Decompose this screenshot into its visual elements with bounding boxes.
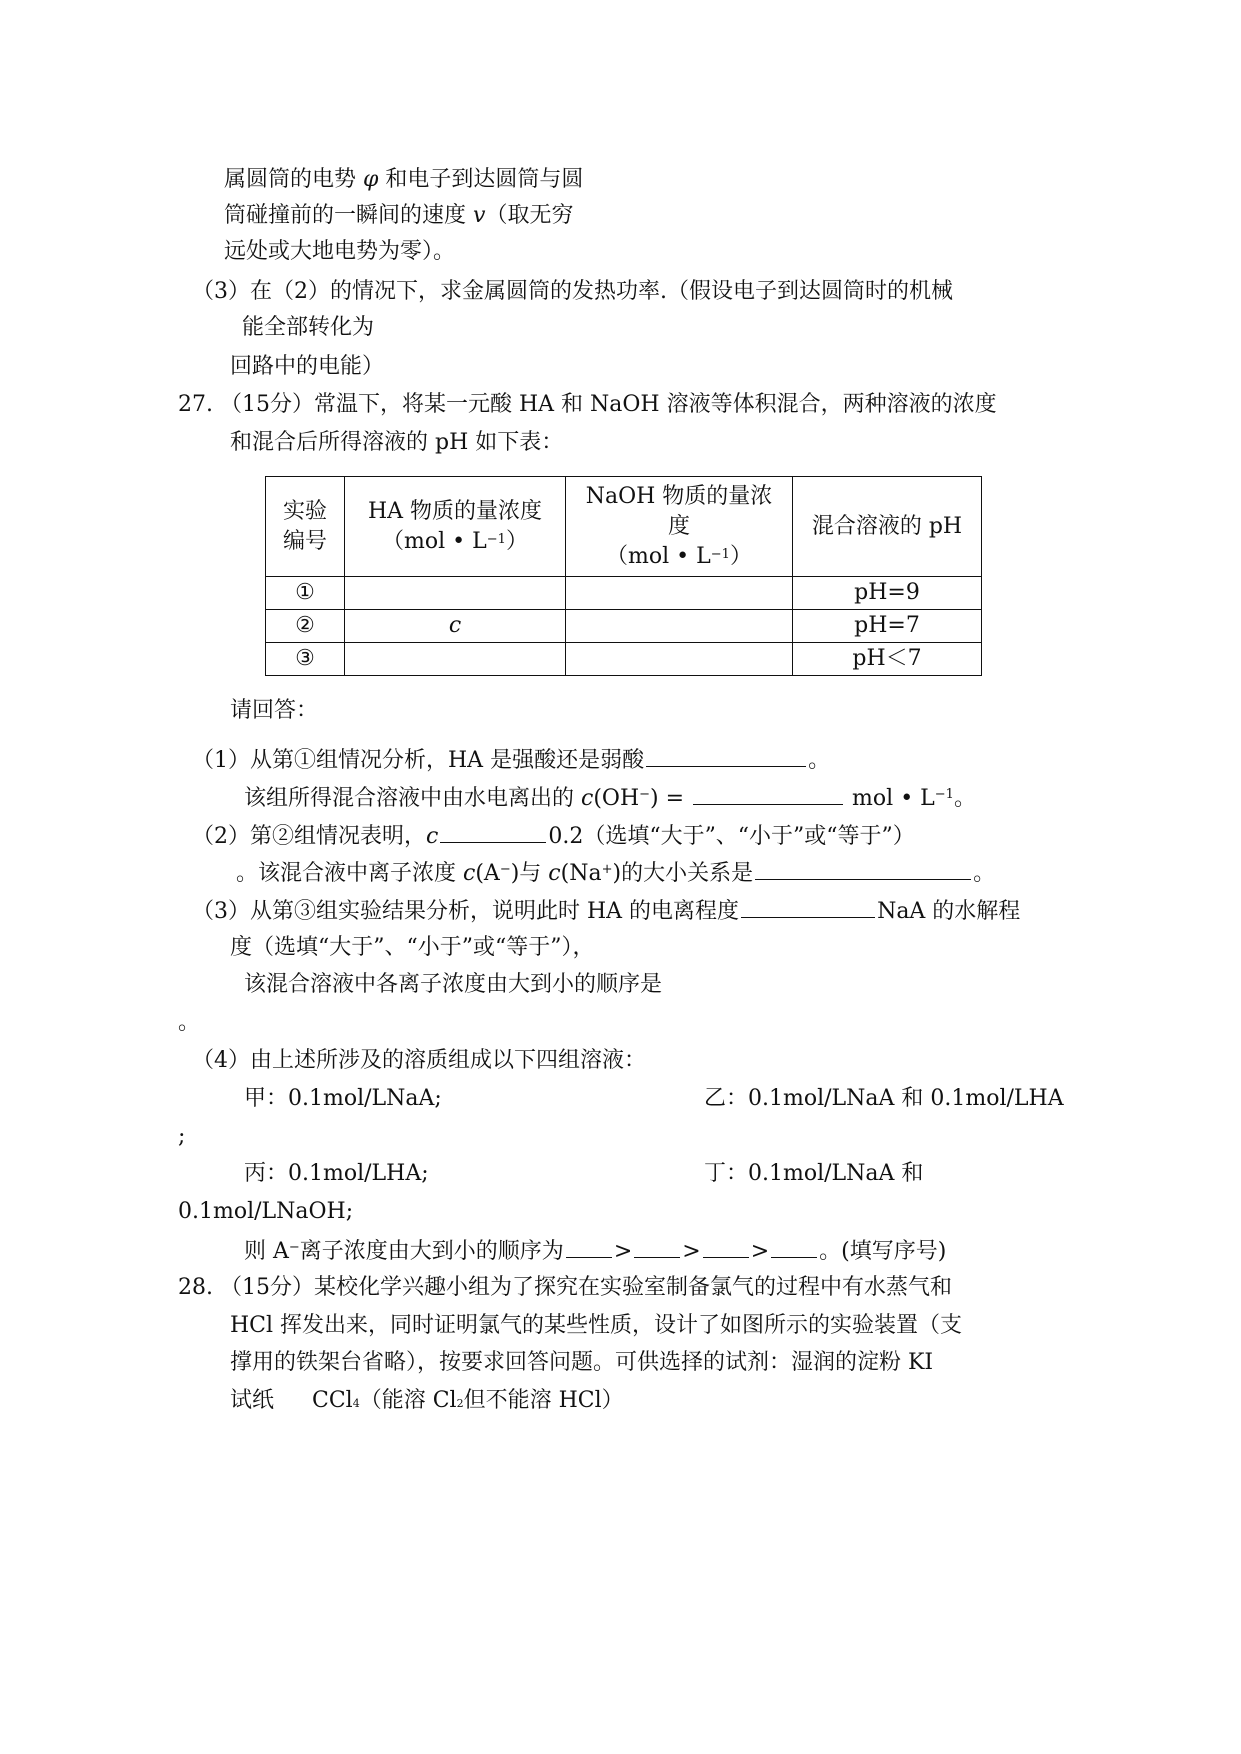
phi-symbol: φ (363, 167, 379, 192)
part-2-line: （2）第②组情况表明，c 0.2（选填“大于”、“小于”或“等于”） (192, 820, 915, 852)
part-4-order-line: 则 A−离子浓度由大到小的顺序为 > > > 。(填写序号) (244, 1235, 946, 1267)
solution-jia: 甲：0.1mol/LNaA; (244, 1086, 442, 1111)
answer-blank[interactable] (440, 820, 546, 843)
part-1-line: （1）从第①组情况分析，HA 是强酸还是弱酸 。 (192, 744, 830, 776)
part-4-line: （4）由上述所涉及的溶质组成以下四组溶液： (192, 1048, 646, 1073)
table-header-row (266, 477, 982, 577)
text: 筒碰撞前的一瞬间的速度 (224, 203, 473, 228)
solution-ding: 丁：0.1mol/LNaA 和 (704, 1161, 924, 1186)
text-line: 回路中的电能） (230, 354, 385, 379)
solution-bing: 丙：0.1mol/LHA; (244, 1161, 429, 1186)
table-cell: ③ (266, 643, 345, 676)
part-3-line: （3）从第③组实验结果分析，说明此时 HA 的电离程度 NaA 的水解程 (192, 895, 1020, 927)
question-27-title: 27. （15分）常温下，将某一元酸 HA 和 NaOH 溶液等体积混合，两种溶液的浓度 (178, 392, 997, 417)
part-1-line2: 该组所得混合溶液中由水电离出的 c(OH−) = mol • $L^{-1}$。 (244, 782, 976, 814)
table-cell: c (345, 610, 566, 643)
table-row (266, 643, 982, 676)
text: （取无穷 (485, 203, 574, 228)
part-3-line2: 度（选填“大于”、“小于”或“等于”）， (230, 935, 595, 960)
text-line (224, 165, 583, 195)
table-cell: ① (266, 577, 345, 610)
answer-blank[interactable] (646, 744, 806, 767)
answer-blank[interactable] (703, 1235, 749, 1258)
solution-yi: 乙：0.1mol/LNaA 和 0.1mol/LHA (704, 1086, 1064, 1111)
text-line: 。 (178, 1010, 201, 1035)
text-line: HCl 挥发出来，同时证明氯气的某些性质，设计了如图所示的实验装置（支 (230, 1313, 963, 1338)
part-3-line3: 该混合溶液中各离子浓度由大到小的顺序是 (244, 972, 663, 997)
answer-blank[interactable] (755, 857, 971, 880)
header-cell: 实验 编号 (266, 477, 345, 577)
table-cell (566, 577, 793, 610)
answer-blank[interactable] (741, 895, 875, 918)
text-line: 撑用的铁架台省略），按要求回答问题。可供选择的试剂：湿润的淀粉 KI (230, 1350, 934, 1375)
data-table (265, 476, 982, 676)
table-cell (566, 610, 793, 643)
header-cell: NaOH 物质的量浓 度 （mol • $L^{-1}$） (566, 477, 793, 577)
table-cell (345, 577, 566, 610)
answer-blank[interactable] (771, 1235, 817, 1258)
table-cell: pH＜7 (793, 643, 982, 676)
text-line: 0.1mol/LNaOH; (178, 1199, 354, 1224)
text-line: 试纸 CCl$_4$（能溶 $Cl_2$但不能溶 HCl） (230, 1388, 624, 1413)
answer-blank[interactable] (566, 1235, 612, 1258)
table-cell (566, 643, 793, 676)
text: 和电子到达圆筒与圆 (378, 167, 584, 192)
table-cell (345, 643, 566, 676)
question-3-line: （3）在（2）的情况下，求金属圆筒的发热功率.（假设电子到达圆筒时的机械 (192, 279, 953, 304)
table-cell: ② (266, 610, 345, 643)
part-2-line2: 。该混合液中离子浓度 c(A−)与 c(Na+)的大小关系是 。 (236, 857, 995, 889)
velocity-symbol: v (473, 203, 486, 228)
question-28-title: 28. （15分）某校化学兴趣小组为了探究在实验室制备氯气的过程中有水蒸气和 (178, 1275, 952, 1300)
table-row (266, 610, 982, 643)
answer-prompt: 请回答： (230, 698, 319, 723)
header-cell: 混合溶液的 pH (793, 477, 982, 577)
text-line: ; (178, 1124, 186, 1149)
text-line: 能全部转化为 (242, 315, 375, 340)
answer-blank[interactable] (634, 1235, 680, 1258)
text-line: 和混合后所得溶液的 pH 如下表： (230, 430, 564, 455)
answer-blank[interactable] (693, 782, 843, 805)
text: 属圆筒的电势 (224, 167, 363, 192)
table-cell: pH=7 (793, 610, 982, 643)
header-cell: HA 物质的量浓度 （mol • $L^{-1}$） (345, 477, 566, 577)
table-cell: pH=9 (793, 577, 982, 610)
table-row (266, 577, 982, 610)
text-line (224, 201, 573, 231)
text-line: 远处或大地电势为零）。 (224, 239, 456, 264)
